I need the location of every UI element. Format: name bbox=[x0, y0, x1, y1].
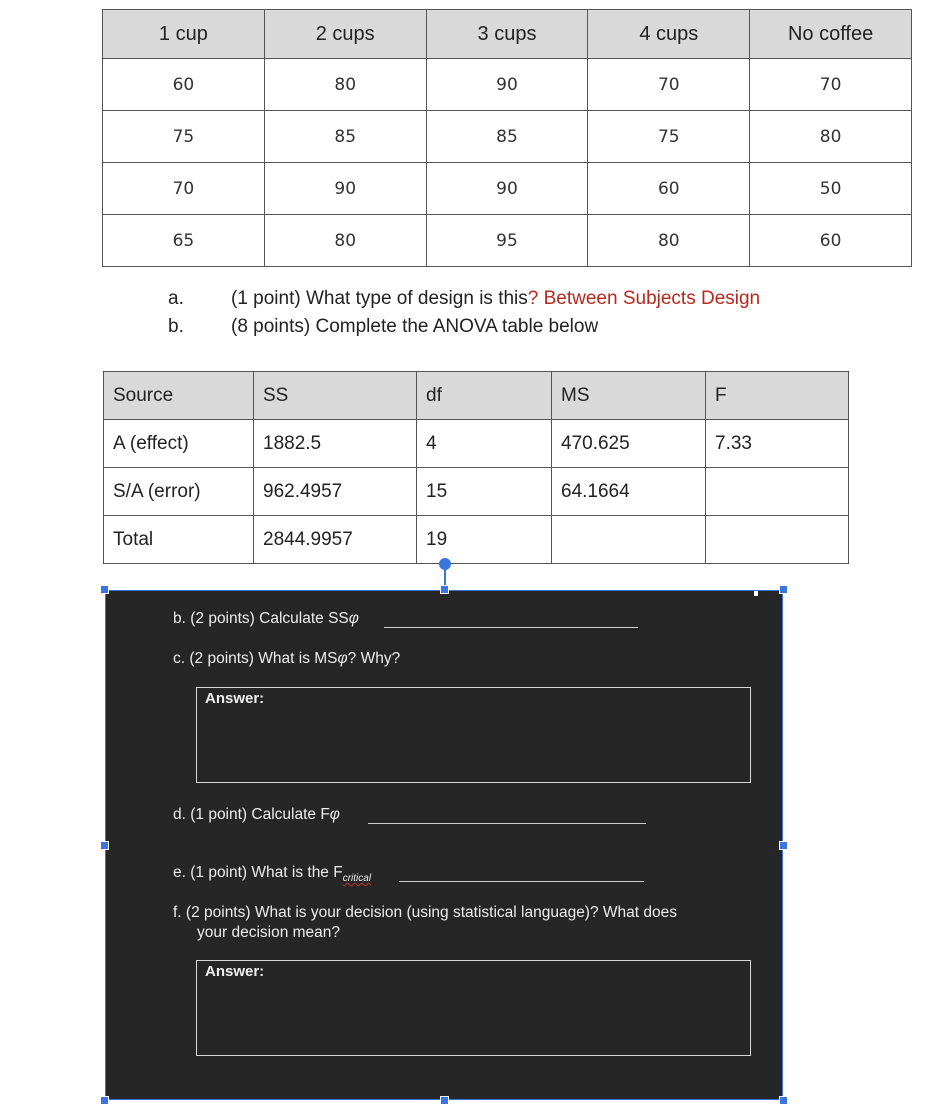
table-cell: 80 bbox=[588, 215, 750, 267]
table-cell: Total bbox=[104, 516, 254, 564]
resize-handle-top-center[interactable] bbox=[440, 585, 449, 594]
resize-handle-top-right[interactable] bbox=[779, 585, 788, 594]
answer-label: Answer: bbox=[205, 963, 265, 980]
table-cell: 75 bbox=[588, 111, 750, 163]
question-f-decision bbox=[173, 903, 677, 943]
table-header-row bbox=[103, 10, 912, 59]
phi-symbol: φ bbox=[348, 610, 359, 627]
table-cell: 95 bbox=[426, 215, 588, 267]
anova-table bbox=[103, 371, 849, 564]
table-cell: 7.33 bbox=[706, 420, 849, 468]
table-cell: 962.4957 bbox=[254, 468, 417, 516]
question-f-line-1: f. (2 points) What is your decision (using statistical language)? What does bbox=[173, 904, 677, 921]
table-cell: S/A (error) bbox=[104, 468, 254, 516]
table-cell: 80 bbox=[264, 59, 426, 111]
resize-handle-top-left[interactable] bbox=[100, 585, 109, 594]
table-cell: 80 bbox=[750, 111, 912, 163]
column-header: MS bbox=[552, 372, 706, 420]
table-row bbox=[103, 59, 912, 111]
table-cell: 50 bbox=[750, 163, 912, 215]
question-b-calc-ss-text: b. (2 points) Calculate SS bbox=[173, 610, 349, 627]
phi-symbol: φ bbox=[329, 806, 340, 823]
table-cell: 70 bbox=[588, 59, 750, 111]
table-row bbox=[103, 215, 912, 267]
table-header-row bbox=[104, 372, 849, 420]
table-cell: 75 bbox=[103, 111, 265, 163]
table-cell: 70 bbox=[750, 59, 912, 111]
table-row bbox=[103, 163, 912, 215]
critical-subscript: critical bbox=[342, 873, 372, 885]
table-row bbox=[104, 516, 849, 564]
resize-handle-middle-left[interactable] bbox=[100, 841, 109, 850]
column-header: df bbox=[417, 372, 552, 420]
table-row bbox=[103, 111, 912, 163]
question-b-text: (8 points) Complete the ANOVA table below bbox=[231, 316, 599, 337]
table-cell: 2844.9957 bbox=[254, 516, 417, 564]
table-cell: 1882.5 bbox=[254, 420, 417, 468]
table-cell: 80 bbox=[264, 215, 426, 267]
answer-label: Answer: bbox=[205, 690, 265, 707]
resize-handle-bottom-right[interactable] bbox=[779, 1096, 788, 1105]
question-f-line-2: your decision mean? bbox=[197, 924, 341, 941]
column-header: No coffee bbox=[750, 10, 912, 59]
table-cell: 85 bbox=[264, 111, 426, 163]
embedded-image-panel[interactable] bbox=[105, 590, 783, 1100]
table-cell: 65 bbox=[103, 215, 265, 267]
question-e-fcritical-text: e. (1 point) What is the F bbox=[173, 864, 343, 881]
question-c-ms-text: c. (2 points) What is MS bbox=[173, 650, 338, 667]
question-b bbox=[0, 316, 930, 340]
answer-line bbox=[399, 881, 644, 882]
table-cell: 85 bbox=[426, 111, 588, 163]
table-cell: 70 bbox=[103, 163, 265, 215]
question-d-calc-f-text: d. (1 point) Calculate F bbox=[173, 806, 330, 823]
column-header: 4 cups bbox=[588, 10, 750, 59]
answer-box bbox=[196, 687, 751, 783]
column-header: 1 cup bbox=[103, 10, 265, 59]
table-cell: 90 bbox=[264, 163, 426, 215]
phi-symbol: φ bbox=[337, 650, 348, 667]
resize-handle-bottom-left[interactable] bbox=[100, 1096, 109, 1105]
question-a-letter: a. bbox=[168, 288, 184, 309]
question-c-ms-tail: ? Why? bbox=[347, 650, 401, 667]
rotate-handle[interactable] bbox=[439, 558, 451, 570]
question-a-prompt: (1 point) What type of design is this bbox=[231, 288, 528, 309]
question-a bbox=[0, 288, 930, 312]
table-cell: A (effect) bbox=[104, 420, 254, 468]
table-cell: 470.625 bbox=[552, 420, 706, 468]
column-header: Source bbox=[104, 372, 254, 420]
question-b-calc-ss bbox=[173, 610, 359, 628]
table-cell: 19 bbox=[417, 516, 552, 564]
question-d-calc-f bbox=[173, 806, 340, 824]
table-cell bbox=[552, 516, 706, 564]
column-header: F bbox=[706, 372, 849, 420]
coffee-data-table bbox=[102, 9, 912, 267]
table-cell bbox=[706, 516, 849, 564]
table-cell bbox=[706, 468, 849, 516]
resize-handle-middle-right[interactable] bbox=[779, 841, 788, 850]
answer-line bbox=[384, 627, 638, 628]
table-row bbox=[104, 420, 849, 468]
question-b-letter: b. bbox=[168, 316, 184, 337]
column-header: 3 cups bbox=[426, 10, 588, 59]
table-cell: 60 bbox=[588, 163, 750, 215]
table-row bbox=[104, 468, 849, 516]
panel-marker bbox=[754, 591, 758, 596]
table-cell: 90 bbox=[426, 59, 588, 111]
answer-line bbox=[368, 823, 646, 824]
question-e-fcritical bbox=[173, 864, 371, 884]
resize-handle-bottom-center[interactable] bbox=[440, 1096, 449, 1105]
column-header: 2 cups bbox=[264, 10, 426, 59]
question-a-answer: ? Between Subjects Design bbox=[527, 288, 761, 309]
column-header: SS bbox=[254, 372, 417, 420]
question-c-ms bbox=[173, 650, 400, 668]
table-cell: 4 bbox=[417, 420, 552, 468]
table-cell: 60 bbox=[750, 215, 912, 267]
table-cell: 90 bbox=[426, 163, 588, 215]
table-cell: 15 bbox=[417, 468, 552, 516]
question-a-text bbox=[231, 288, 760, 310]
table-cell: 60 bbox=[103, 59, 265, 111]
answer-box bbox=[196, 960, 751, 1056]
table-cell: 64.1664 bbox=[552, 468, 706, 516]
